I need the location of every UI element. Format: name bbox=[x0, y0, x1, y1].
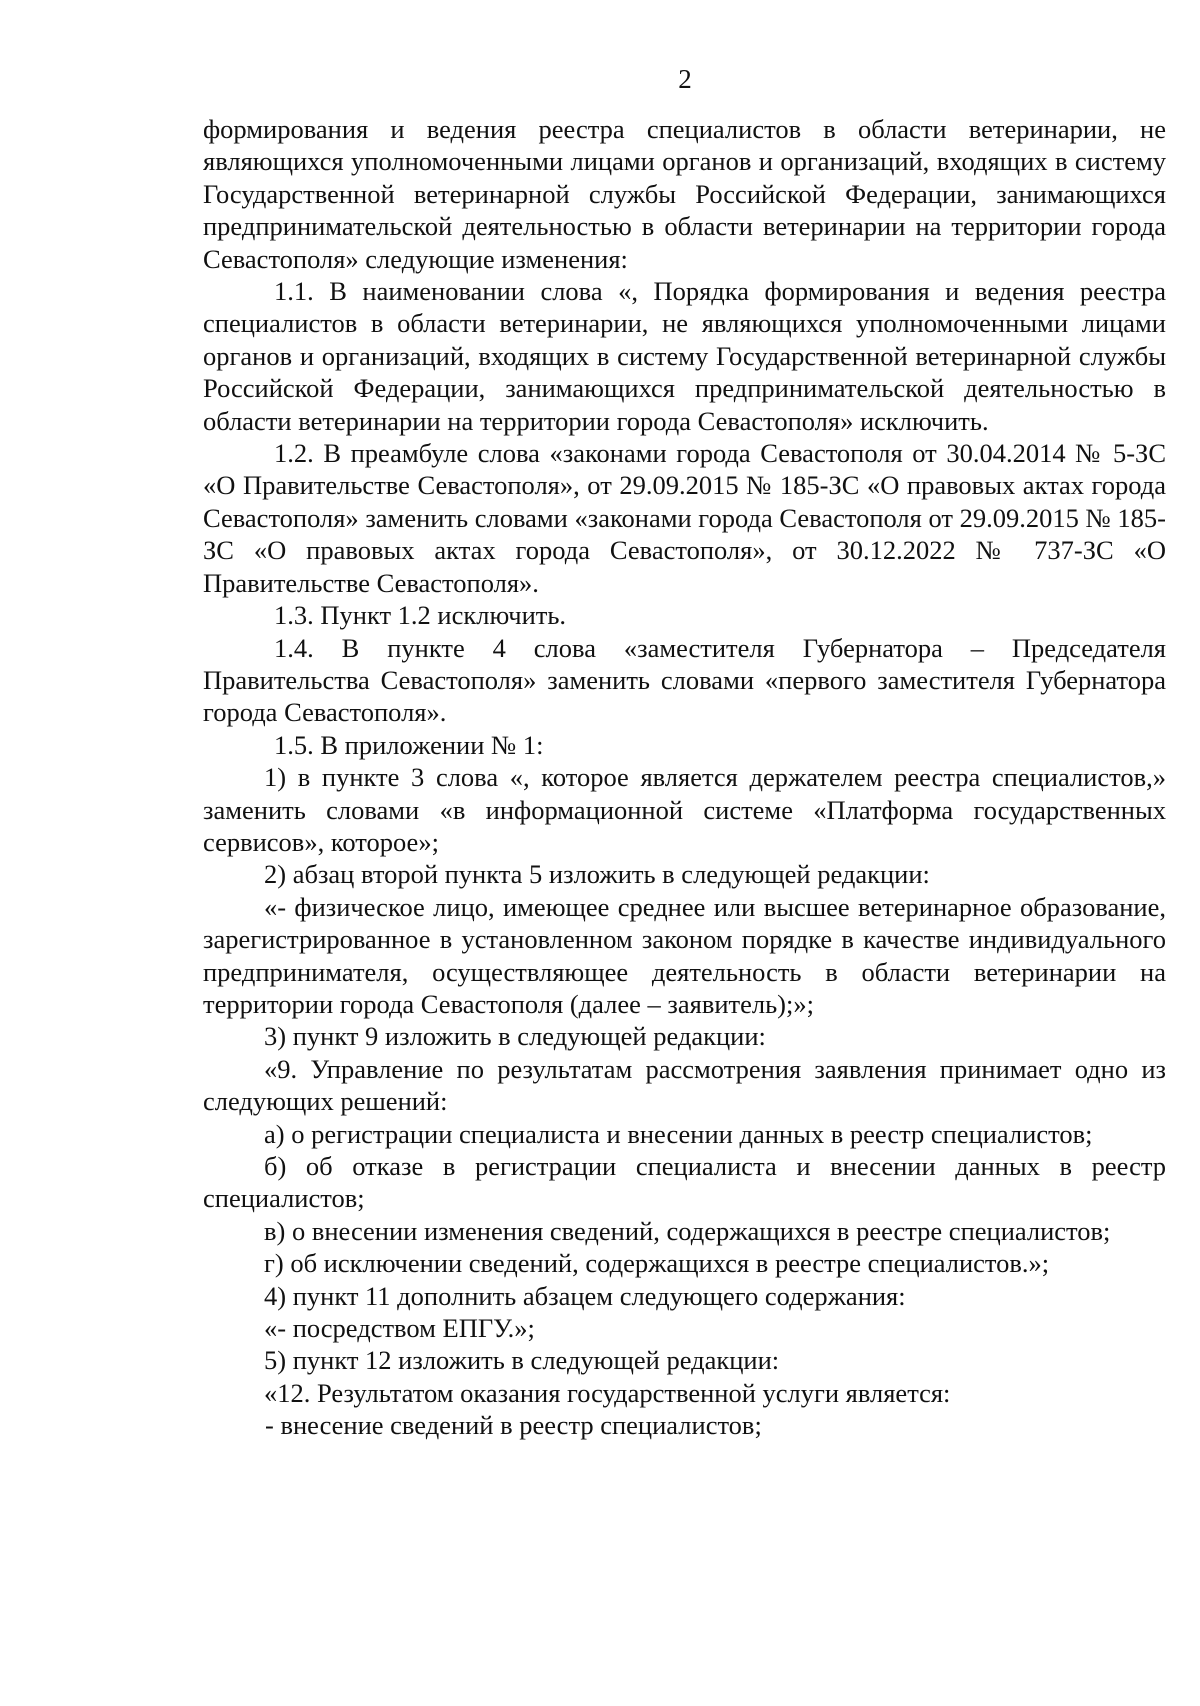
paragraph-1-3: 1.3. Пункт 1.2 исключить. bbox=[274, 600, 567, 631]
item-5-text: «12. Результатом оказания государственной услуги является: bbox=[264, 1377, 951, 1408]
item-2: 2) абзац второй пункта 5 изложить в следующей редакции: bbox=[264, 859, 930, 890]
decision-c: в) о внесении изменения сведений, содержащихся в реестре специалистов; bbox=[264, 1215, 1111, 1246]
item-3: 3) пункт 9 изложить в следующей редакции: bbox=[264, 1021, 766, 1052]
paragraph-1-2: 1.2. В преамбуле слова «законами города Севастополя от 30.04.2014 № 5-ЗС «О Правительстве Севастополя», от 29.09.2015 № 185-ЗС «О правовых актах города Севастополя» заменить словами «законами города Севастополя от 29.09.2015 № 185-ЗС «О правовых актах города Севастополя», от 30.12.2022 № 737-ЗС «О Правительстве Севастополя». bbox=[203, 438, 1166, 598]
item-1: 1) в пункте 3 слова «, которое является держателем реестра специалистов,» заменить словами «в информационной системе «Платформа государственных сервисов», которое»; bbox=[203, 762, 1166, 857]
decision-d: г) об исключении сведений, содержащихся в реестре специалистов.»; bbox=[264, 1248, 1050, 1279]
item-4-text: «- посредством ЕПГУ.»; bbox=[264, 1313, 535, 1344]
paragraph-intro: формирования и ведения реестра специалистов в области ветеринарии, не являющихся уполномоченными лицами органов и организаций, входящих в систему Государственной ветеринарной службы Российской Федерации, занимающихся предпринимательской деятельностью в области ветеринарии на территории города Севастополя» следующие изменения: bbox=[203, 114, 1166, 274]
item-3-text: «9. Управление по результатам рассмотрения заявления принимает одно из следующих решений: bbox=[203, 1053, 1166, 1117]
item-2-text: «- физическое лицо, имеющее среднее или высшее ветеринарное образование, зарегистрированное в установленном законом порядке в качестве индивидуального предпринимателя, осуществляющее деятельность в области ветеринарии на территории города Севастополя (далее – заявитель);»; bbox=[203, 891, 1166, 1019]
item-5: 5) пункт 12 изложить в следующей редакции: bbox=[264, 1345, 780, 1376]
result-item: - внесение сведений в реестр специалистов; bbox=[265, 1410, 762, 1441]
decision-a: а) о регистрации специалиста и внесении данных в реестр специалистов; bbox=[264, 1118, 1093, 1149]
paragraph-1-5: 1.5. В приложении № 1: bbox=[274, 729, 544, 760]
decision-b: б) об отказе в регистрации специалиста и внесении данных в реестр специалистов; bbox=[203, 1151, 1166, 1214]
page-number: 2 bbox=[678, 64, 692, 94]
paragraph-1-4: 1.4. В пункте 4 слова «заместителя Губернатора – Председателя Правительства Севастополя» заменить словами «первого заместителя Губернатора города Севастополя». bbox=[203, 632, 1166, 728]
document-body bbox=[203, 113, 1166, 1442]
item-4: 4) пункт 11 дополнить абзацем следующего содержания: bbox=[264, 1280, 906, 1311]
paragraph-1-1: 1.1. В наименовании слова «, Порядка формирования и ведения реестра специалистов в области ветеринарии, не являющихся уполномоченными лицами органов и организаций, входящих в систему Государственной ветеринарной службы Российской Федерации, занимающихся предпринимательской деятельностью в области ветеринарии на территории города Севастополя» исключить. bbox=[203, 276, 1166, 436]
